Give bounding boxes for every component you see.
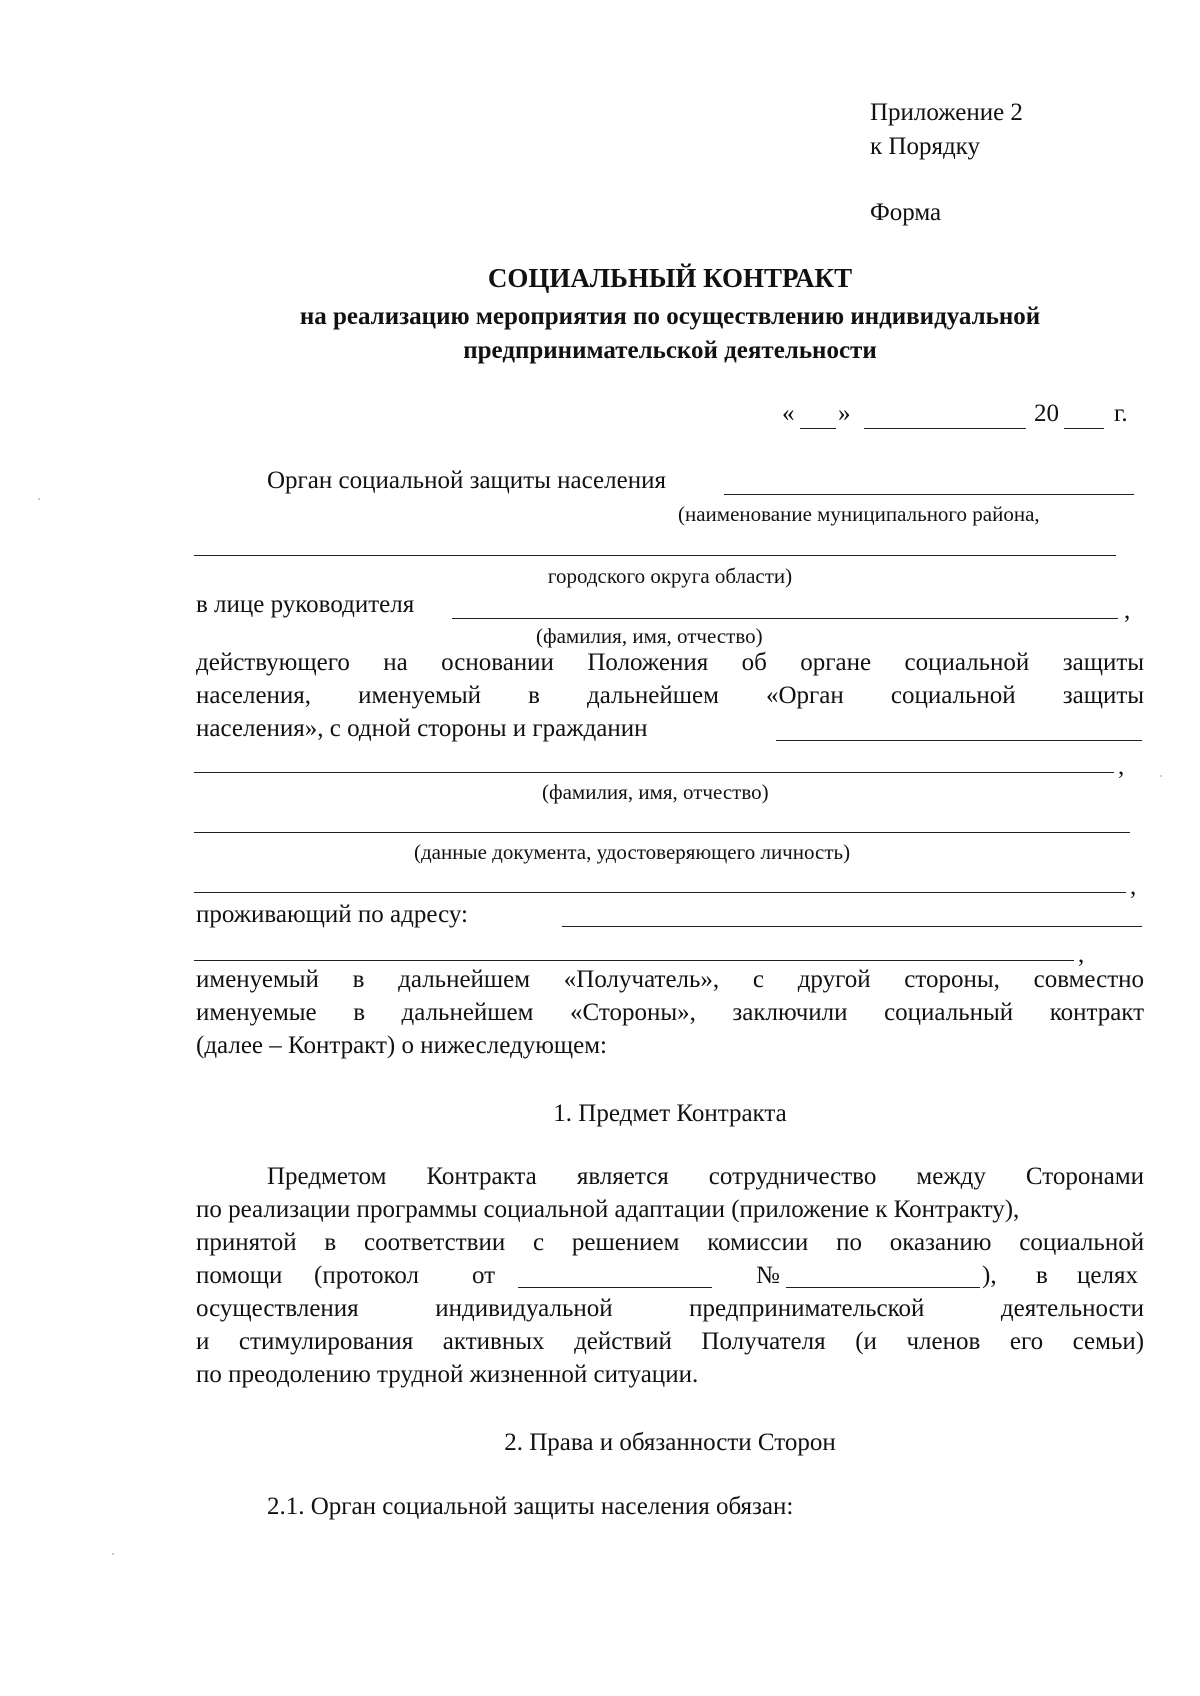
address-blank-2[interactable] — [194, 960, 1074, 961]
address-blank-1[interactable] — [562, 926, 1142, 927]
named-line-1: именуемый в дальнейшем «Получатель», с другой стороны, совместно — [196, 966, 1145, 993]
s1-line4-number-sign: № — [756, 1262, 780, 1289]
address-label: проживающий по адресу: — [196, 901, 468, 928]
address-comma: , — [1078, 941, 1085, 968]
protocol-date-blank[interactable] — [518, 1287, 712, 1288]
year-prefix: 20 — [1034, 400, 1059, 427]
hint-city: городского округа области) — [547, 564, 793, 588]
document-data-blank-2[interactable] — [194, 892, 1126, 893]
day-blank[interactable] — [800, 428, 836, 429]
acting-line-2: населения, именуемый в дальнейшем «Орган социальной защиты — [196, 682, 1145, 709]
organ-label: Орган социальной защиты населения — [267, 467, 666, 494]
citizen-blank-1[interactable] — [776, 740, 1142, 741]
s1-line-3: принятой в соответствии с решением комиссии по оказанию социальной — [196, 1229, 1145, 1256]
year-suffix: г. — [1114, 400, 1128, 427]
named-line-2: именуемые в дальнейшем «Стороны», заключили социальный контракт — [196, 999, 1145, 1026]
citizen-comma: , — [1118, 753, 1125, 780]
hint-fio-2: (фамилия, имя, отчество) — [542, 780, 769, 804]
s1-line4-in: в — [1036, 1262, 1048, 1289]
s1-line-6: и стимулирования активных действий Получателя (и членов его семьи) — [196, 1328, 1145, 1355]
document-title: СОЦИАЛЬНЫЙ КОНТРАКТ — [487, 263, 853, 293]
document-subtitle-1: на реализацию мероприятия по осуществлению индивидуальной — [299, 303, 1041, 330]
organ-name-blank-2[interactable] — [194, 555, 1116, 556]
section-1-heading: 1. Предмет Контракта — [553, 1100, 787, 1127]
s1-line4-purposes: целях — [1077, 1262, 1138, 1289]
document-subtitle-2: предпринимательской деятельности — [463, 337, 877, 364]
month-blank[interactable] — [864, 428, 1026, 429]
item-2-1: 2.1. Орган социальной защиты населения обязан: — [267, 1493, 794, 1520]
s1-line4-protocol: (протокол — [314, 1262, 419, 1289]
scan-speck — [1160, 775, 1162, 777]
organ-name-blank[interactable] — [724, 494, 1134, 495]
appendix-label: Приложение 2 — [870, 99, 1023, 126]
s1-line-1: Предметом Контракта является сотрудничество между Сторонами — [267, 1163, 1145, 1190]
head-fio-blank[interactable] — [452, 618, 1118, 619]
head-label: в лице руководителя — [196, 591, 415, 618]
citizen-blank-2[interactable] — [194, 772, 1114, 773]
s1-line-5: осуществления индивидуальной предпринимательской деятельности — [196, 1295, 1145, 1322]
s1-line4-from: от — [472, 1262, 496, 1289]
scan-speck — [38, 498, 40, 500]
acting-line-3: населения», с одной стороны и гражданин — [196, 715, 648, 742]
s1-line4-word-help: помощи — [196, 1262, 283, 1289]
document-data-blank[interactable] — [194, 832, 1130, 833]
s1-line-7: по преодолению трудной жизненной ситуации. — [196, 1361, 699, 1388]
hint-fio-1: (фамилия, имя, отчество) — [536, 624, 763, 648]
head-comma: , — [1124, 597, 1131, 624]
acting-line-1: действующего на основании Положения об органе социальной защиты — [196, 649, 1145, 676]
hint-municipal: (наименование муниципального района, — [678, 502, 1040, 526]
year-blank[interactable] — [1064, 428, 1104, 429]
s1-line-2: по реализации программы социальной адаптации (приложение к Контракту), — [196, 1196, 1020, 1223]
date-open-quote: « — [782, 400, 795, 427]
form-label: Форма — [870, 199, 942, 226]
protocol-number-blank[interactable] — [786, 1287, 980, 1288]
document-comma: , — [1130, 873, 1137, 900]
scan-speck — [112, 1553, 114, 1555]
named-line-3: (далее – Контракт) о нижеследующем: — [196, 1032, 607, 1059]
section-2-heading: 2. Права и обязанности Сторон — [504, 1429, 836, 1456]
order-label: к Порядку — [870, 133, 980, 160]
s1-line4-close: ), — [982, 1262, 997, 1289]
hint-document: (данные документа, удостоверяющего личность) — [414, 840, 851, 864]
date-close-quote: » — [838, 400, 851, 427]
